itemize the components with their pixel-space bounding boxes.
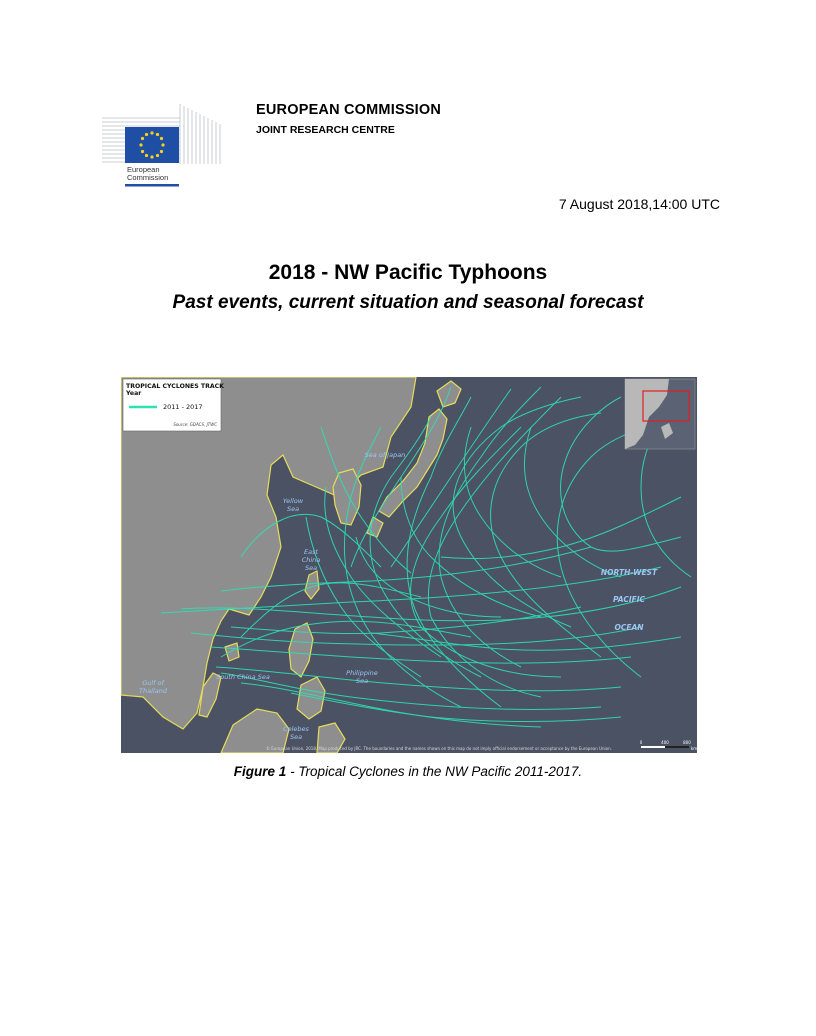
- map-legend: [123, 379, 224, 431]
- label-yellow-sea-2: Sea: [286, 505, 300, 513]
- label-ocean-3: OCEAN: [614, 623, 644, 632]
- scale-label-0: 0: [639, 740, 643, 745]
- document-subtitle: Past events, current situation and seasonal forecast: [172, 292, 644, 313]
- label-yellow-sea-1: Yellow: [282, 497, 304, 505]
- logo-underline: [125, 184, 179, 187]
- document-title: 2018 - NW Pacific Typhoons: [268, 261, 548, 284]
- european-commission-logo: [100, 102, 226, 194]
- label-east-china-sea-2: China: [301, 556, 321, 564]
- typhoon-track-map: [121, 377, 697, 753]
- figure-label: Figure 1: [233, 764, 287, 779]
- label-philippine-sea-2: Sea: [355, 677, 369, 685]
- figure-caption-text: - Tropical Cyclones in the NW Pacific 2011-2017.: [286, 764, 583, 779]
- scale-bar-segment-2: [665, 746, 689, 748]
- label-ocean-2: PACIFIC: [612, 595, 646, 604]
- legend-title-line1: TROPICAL CYCLONES TRACK: [126, 383, 224, 390]
- label-gulf-thailand-2: Thailand: [139, 687, 167, 695]
- department-name: JOINT RESEARCH CENTRE: [256, 124, 395, 136]
- logo-text-line2: Commission: [127, 173, 169, 182]
- label-east-china-sea-3: Sea: [304, 564, 318, 572]
- label-south-china-sea: South China Sea: [216, 673, 270, 681]
- inset-map: [625, 379, 695, 449]
- scale-label-400: 400: [661, 740, 669, 745]
- label-celebes-sea-1: Celebes: [283, 725, 309, 733]
- report-date: 7 August 2018,14:00 UTC: [558, 196, 720, 212]
- label-gulf-thailand-1: Gulf of: [142, 679, 164, 687]
- label-east-china-sea-1: East: [303, 548, 319, 556]
- legend-source: Source: GDACS, JTWC: [173, 422, 217, 427]
- label-philippine-sea-1: Philippine: [346, 669, 378, 677]
- organization-name: EUROPEAN COMMISSION: [256, 102, 442, 118]
- map-credits: © European Union, 2018. Map produced by JRC. The boundaries and the names shown on this map do not imply official endorsement or acceptance by the European Union.: [266, 746, 612, 751]
- scale-label-800: 800: [683, 740, 691, 745]
- logo-text-line1: European: [127, 165, 160, 174]
- scale-bar-segment-1: [641, 746, 665, 748]
- label-sea-of-japan: Sea of Japan: [364, 451, 406, 459]
- scale-label-km: km: [690, 746, 697, 751]
- label-ocean-1: NORTH-WEST: [600, 568, 658, 577]
- figure-caption: [0, 764, 816, 779]
- legend-title-line2: Year: [126, 390, 142, 397]
- label-celebes-sea-2: Sea: [289, 733, 303, 741]
- legend-entry: 2011 - 2017: [163, 403, 203, 411]
